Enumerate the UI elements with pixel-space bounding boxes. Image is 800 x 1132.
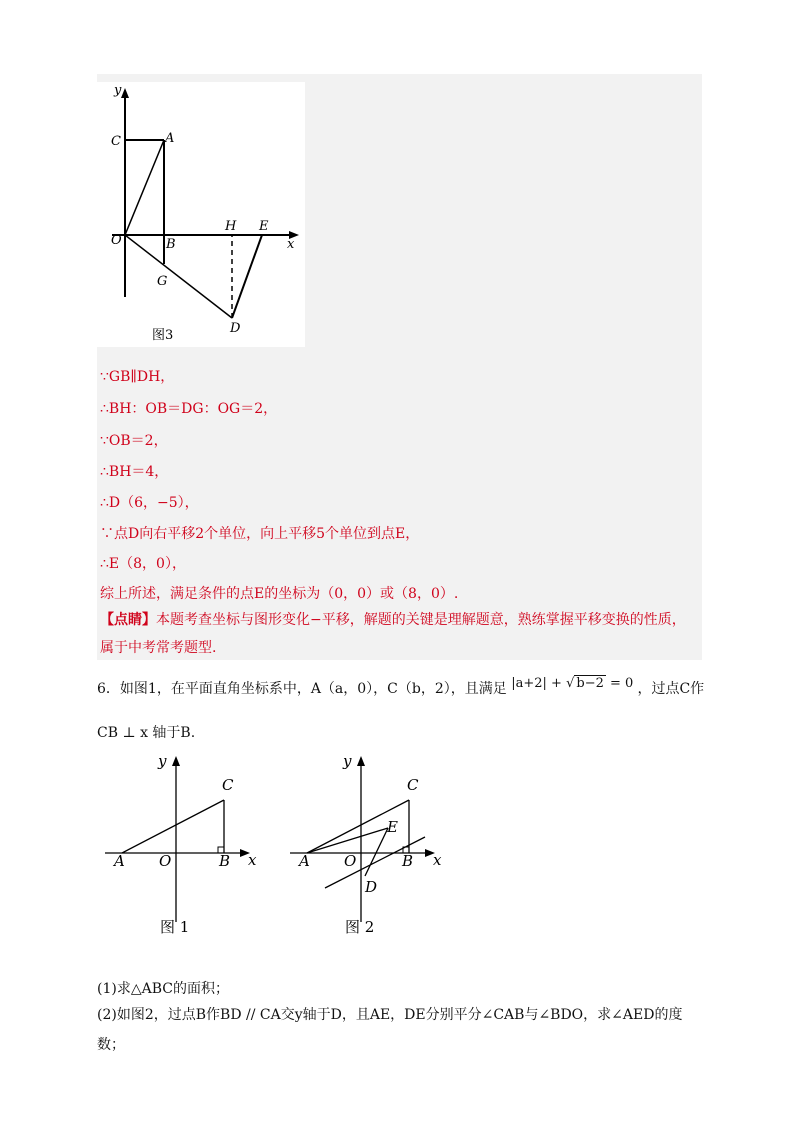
fig3-label-D: D bbox=[230, 321, 241, 336]
fig1-label-y: y bbox=[158, 752, 167, 770]
fig1-caption: 图 1 bbox=[160, 918, 190, 936]
solution-line-8: 综上所述，满足条件的点E的坐标为（0，0）或（8，0）. bbox=[100, 586, 459, 602]
fig1-label-O: O bbox=[159, 852, 172, 870]
solution-line-6: ∵点D向右平移2个单位，向上平移5个单位到点E， bbox=[100, 526, 420, 542]
problem6-text-a: 6．如图1，在平面直角坐标系中，A（a，0），C（b，2），且满足 bbox=[97, 681, 507, 697]
solution-line-7: ∴E（8，0）， bbox=[100, 556, 186, 572]
formula-plus: + bbox=[551, 676, 562, 691]
solution-line-2: ∴BH：OB＝DG：OG＝2， bbox=[100, 401, 278, 417]
fig2-label-A: A bbox=[299, 852, 310, 870]
fig3-caption: 图3 bbox=[152, 328, 174, 343]
fig2-label-C: C bbox=[407, 776, 419, 794]
problem6-part2-a: (2)如图2，过点B作BD // CA交y轴于D，且AE，DE分别平分∠CAB与∠BDO，求∠AED的度 bbox=[97, 1007, 683, 1023]
problem6-text-b: ，过点C作 bbox=[637, 681, 705, 697]
solution-line-1: ∵GB∥DH， bbox=[100, 369, 175, 385]
fig3-label-E: E bbox=[259, 219, 269, 234]
fig2-label-D: D bbox=[365, 878, 378, 896]
fig3-label-y: y bbox=[114, 83, 122, 98]
fig2-label-O: O bbox=[344, 852, 357, 870]
fig3-label-A: A bbox=[165, 131, 175, 146]
fig3-label-O: O bbox=[111, 233, 122, 248]
fig1-label-x: x bbox=[248, 851, 257, 869]
figure-2 bbox=[285, 752, 455, 942]
fig3-label-x: x bbox=[287, 237, 295, 252]
solution-comment bbox=[100, 606, 698, 662]
formula-eq: = 0 bbox=[610, 676, 634, 691]
formula-abs: |a+2| bbox=[511, 676, 547, 691]
fig1-label-A: A bbox=[114, 852, 125, 870]
problem6-line1 bbox=[97, 678, 704, 698]
problem6-formula: |a+2| + √ b−2 = 0 bbox=[511, 676, 634, 691]
problem6-part1: (1)求△ABC的面积； bbox=[97, 981, 229, 997]
formula-root: b−2 bbox=[576, 676, 604, 691]
figure-1 bbox=[100, 752, 270, 942]
fig2-label-E: E bbox=[387, 818, 398, 836]
fig3-label-G: G bbox=[157, 274, 168, 289]
problem6-part2-b: 数； bbox=[97, 1037, 125, 1053]
fig2-caption: 图 2 bbox=[345, 918, 375, 936]
comment-text: 本题考查坐标与图形变化−平移，解题的关键是理解题意，熟练掌握平移变换的性质，属于中考常考题型. bbox=[100, 612, 686, 656]
fig3-label-C: C bbox=[111, 134, 121, 149]
fig2-label-y: y bbox=[343, 752, 352, 770]
problem6-line2: CB ⊥ x 轴于B. bbox=[97, 725, 196, 741]
solution-line-5: ∴D（6，−5）， bbox=[100, 495, 199, 511]
figure-3 bbox=[97, 82, 305, 347]
fig3-label-B: B bbox=[166, 237, 176, 252]
solution-line-4: ∴BH＝4， bbox=[100, 464, 169, 480]
solution-line-3: ∵OB＝2， bbox=[100, 433, 168, 449]
fig1-label-B: B bbox=[219, 852, 231, 870]
fig2-label-x: x bbox=[433, 851, 442, 869]
fig2-label-B: B bbox=[402, 852, 414, 870]
comment-tag: 【点睛】 bbox=[100, 612, 156, 628]
fig1-label-C: C bbox=[222, 776, 234, 794]
fig3-label-H: H bbox=[225, 219, 237, 234]
